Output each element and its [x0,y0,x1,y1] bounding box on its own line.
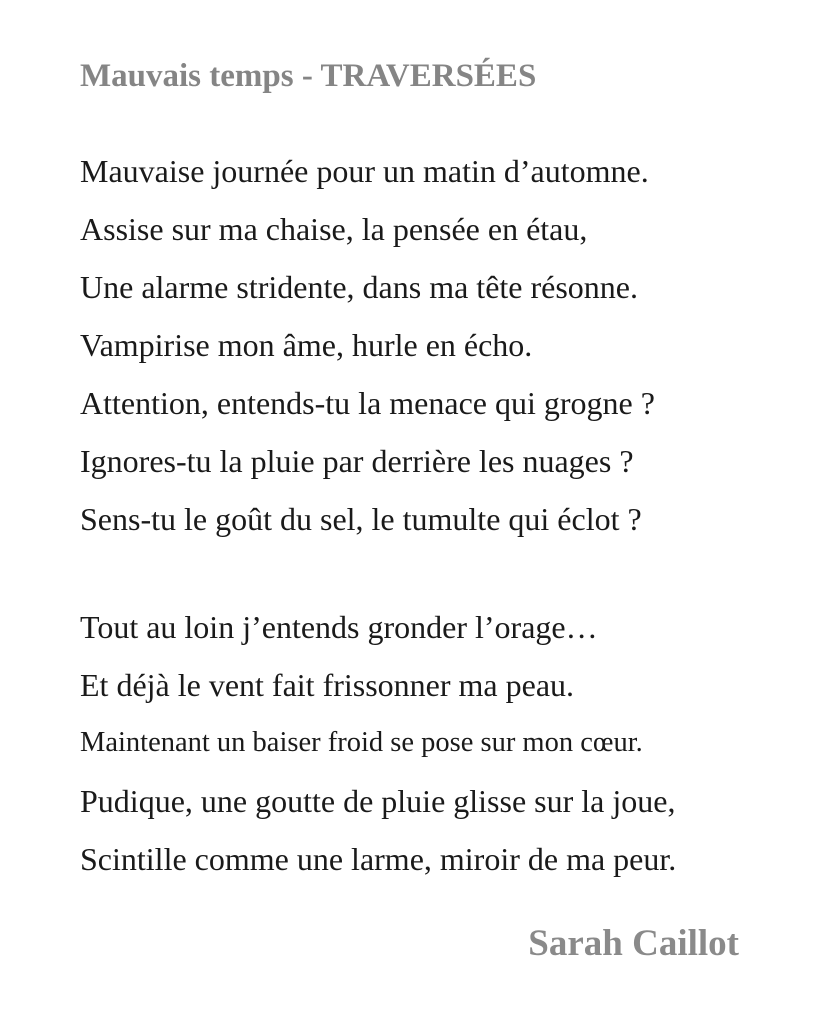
poem-line: Tout au loin j’entends gronder l’orage… [80,609,598,645]
stanza-2 [80,598,676,888]
poem-line: Assise sur ma chaise, la pensée en étau, [80,211,588,247]
poem-line: Une alarme stridente, dans ma tête résonne. [80,269,638,305]
poem-title: Mauvais temps - TRAVERSÉES [80,58,537,94]
poem-line: Et déjà le vent fait frissonner ma peau. [80,667,575,703]
poem-line: Mauvaise journée pour un matin d’automne. [80,153,649,189]
stanza-1 [80,142,655,548]
poem-line: Vampirise mon âme, hurle en écho. [80,327,533,363]
poem-line: Pudique, une goutte de pluie glisse sur la joue, [80,783,676,819]
author-signature: Sarah Caillot [528,923,739,964]
poem-line: Sens-tu le goût du sel, le tumulte qui éclot ? [80,501,642,537]
poem-line: Ignores-tu la pluie par derrière les nuages ? [80,443,634,479]
poem-line: Scintille comme une larme, miroir de ma peur. [80,841,677,877]
poem-line: Attention, entends-tu la menace qui grogne ? [80,385,655,421]
poem-line: Maintenant un baiser froid se pose sur mon cœur. [80,727,643,758]
